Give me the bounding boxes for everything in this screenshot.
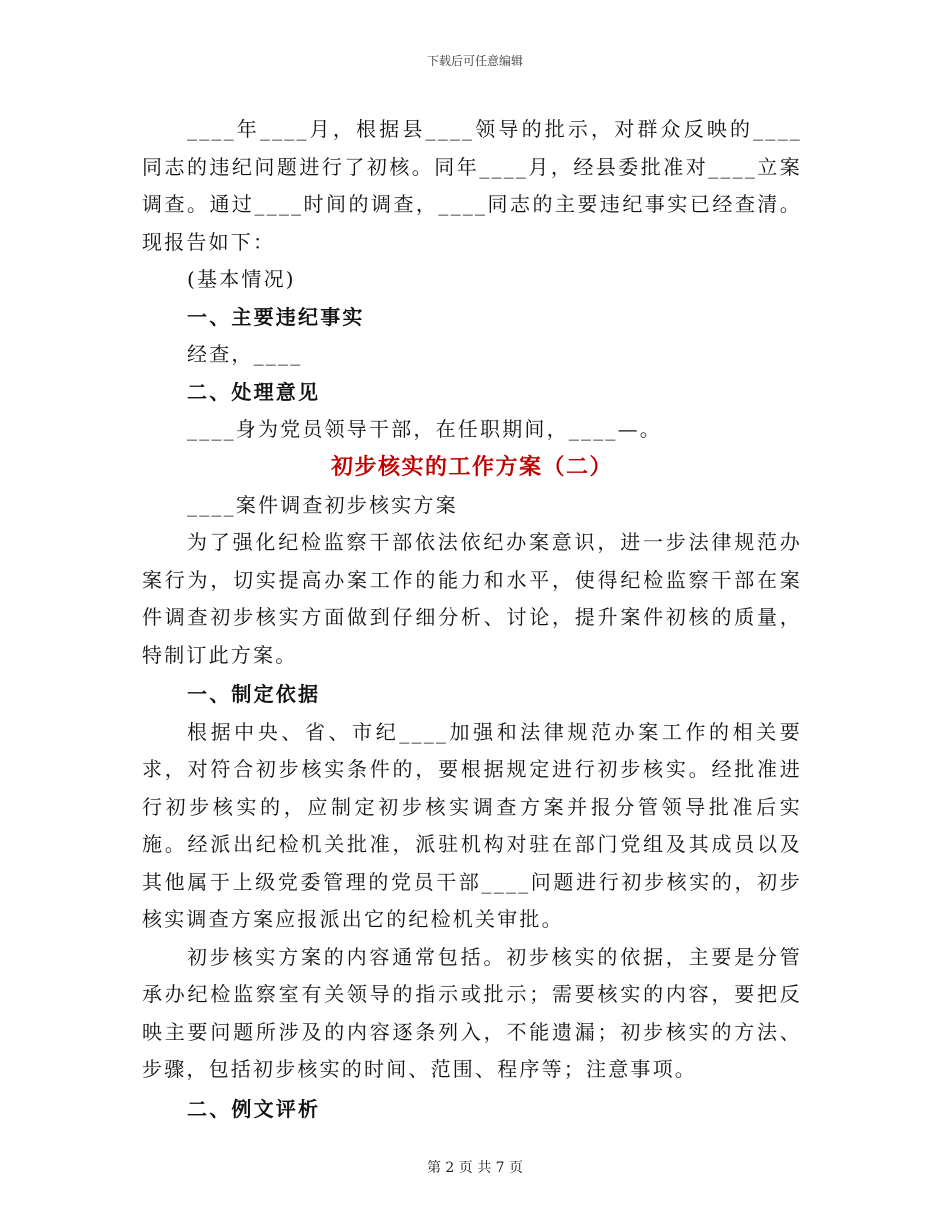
section-heading-handling: 二、处理意见 bbox=[187, 379, 321, 404]
basic-info-note: (基本情况) bbox=[187, 267, 296, 291]
section-heading-example: 二、例文评析 bbox=[187, 1096, 321, 1121]
page-header: 下载后可任意编辑 bbox=[426, 54, 523, 68]
basis-paragraph: 根据中央、省、市纪____加强和法律规范办案工作的相关要求，对符合初步核实条件的，要根据规定进行初步核实。经批准进行初步核实的，应制定初步核实调查方案并报分管领导批准后实施。经派出纪检机关批准，派驻机构对驻在部门党组及其成员以及其他属于上级党委管理的党员干部____问题进行初步核实的，初步核实调查方案应报派出它的纪检机关审批。 bbox=[142, 719, 802, 931]
document-body bbox=[142, 111, 802, 1128]
page-number: 第 2 页 共 7 页 bbox=[426, 1160, 524, 1176]
findings-paragraph: 经查，____ bbox=[187, 342, 303, 366]
report-intro-paragraph: ____年____月，根据县____领导的批示，对群众反映的____同志的违纪问题进行了初核。同年____月，经县委批准对____立案调查。通过____时间的调查，____同志的主要违纪事实已经查清。现报告如下： bbox=[142, 117, 802, 254]
document-title: 初步核实的工作方案（二） bbox=[330, 454, 613, 480]
section-heading-basis: 一、制定依据 bbox=[187, 682, 321, 706]
handling-paragraph: ____身为党员领导干部，在任职期间，____—。 bbox=[187, 417, 662, 441]
plan-subtitle: ____案件调查初步核实方案 bbox=[187, 492, 458, 517]
section-heading-violations: 一、主要违纪事实 bbox=[187, 304, 365, 329]
purpose-paragraph: 为了强化纪检监察干部依法依纪办案意识，进一步法律规范办案行为，切实提高办案工作的能力和水平，使得纪检监察干部在案件调查初步核实方面做到仔细分析、讨论，提升案件初核的质量，特制订此方案。 bbox=[142, 530, 802, 667]
plan-content-paragraph: 初步核实方案的内容通常包括。初步核实的依据，主要是分管承办纪检监察室有关领导的指示或批示；需要核实的内容，要把反映主要问题所涉及的内容逐条列入，不能遗漏；初步核实的方法、步骤，包括初步核实的时间、范围、程序等；注意事项。 bbox=[142, 944, 802, 1081]
